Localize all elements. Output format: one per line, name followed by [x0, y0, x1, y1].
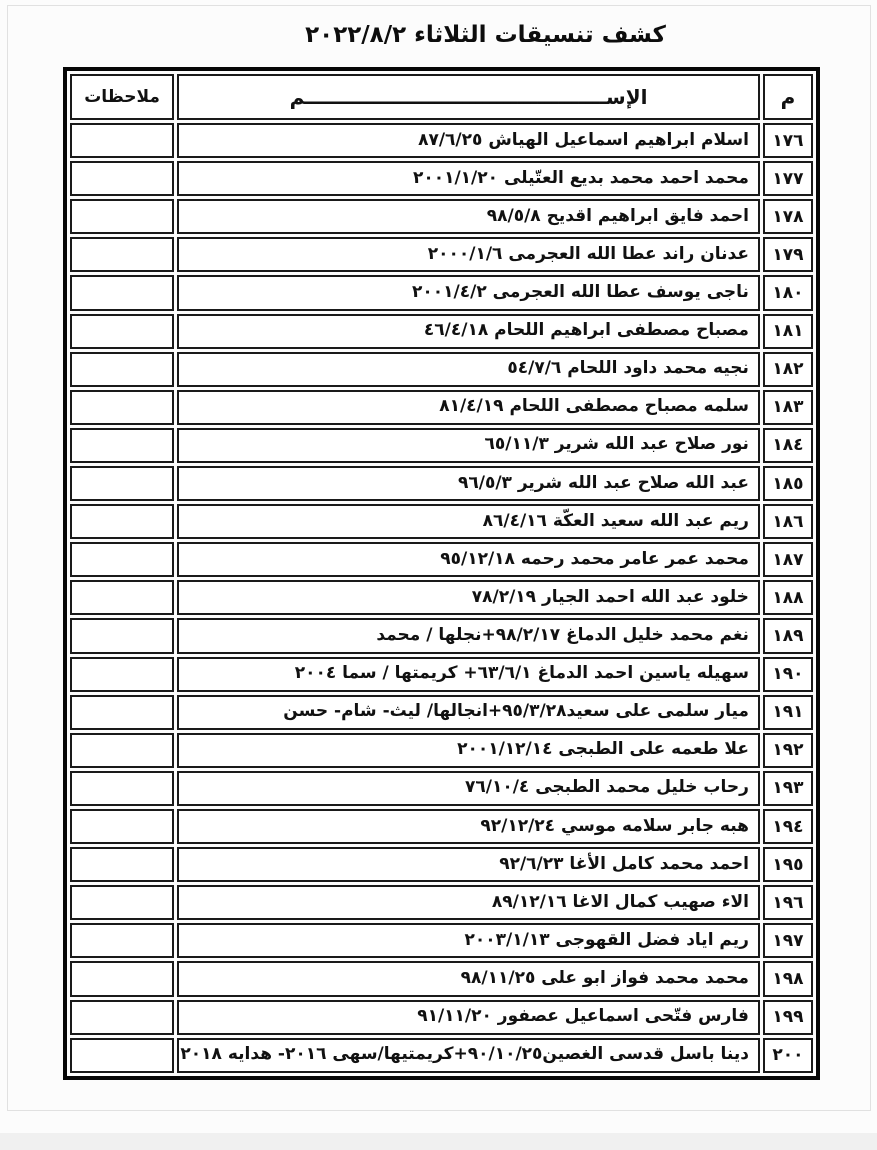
row-name: نور صلاح عبد الله شرير ٦٥/١١/٣ [177, 428, 760, 463]
row-number: ١٩٠ [763, 657, 813, 692]
table-row [70, 809, 813, 844]
row-name: محمد عمر عامر محمد رحمه ٩٥/١٢/١٨ [177, 542, 760, 577]
row-number: ١٨٧ [763, 542, 813, 577]
header-number-column: م [763, 74, 813, 120]
table-row [70, 1038, 813, 1073]
row-name: ناجى يوسف عطا الله العجرمى ٢٠٠١/٤/٢ [177, 275, 760, 310]
page-title: كشف تنسيقات الثلاثاء ٢٠٢٢/٨/٢ [305, 22, 666, 48]
row-notes-cell [70, 1000, 174, 1035]
row-number: ١٩٨ [763, 961, 813, 996]
row-name: نجيه محمد داود اللحام ٥٤/٧/٦ [177, 352, 760, 387]
row-notes-cell [70, 733, 174, 768]
row-number: ١٨٩ [763, 618, 813, 653]
row-notes-cell [70, 352, 174, 387]
row-notes-cell [70, 847, 174, 882]
table-header [70, 74, 813, 120]
row-name: اسلام ابراهيم اسماعيل الهياش ٨٧/٦/٢٥ [177, 123, 760, 158]
row-number: ١٧٧ [763, 161, 813, 196]
row-number: ١٨٢ [763, 352, 813, 387]
table-row [70, 390, 813, 425]
table-row [70, 1000, 813, 1035]
row-notes-cell [70, 695, 174, 730]
table-row [70, 580, 813, 615]
table-body [70, 123, 813, 1073]
table-row [70, 847, 813, 882]
row-name: مصباح مصطفى ابراهيم اللحام ٤٦/٤/١٨ [177, 314, 760, 349]
row-name: علا طعمه على الطبجى ٢٠٠١/١٢/١٤ [177, 733, 760, 768]
table-row [70, 161, 813, 196]
row-name: ميار سلمى على سعيد٩٥/٣/٢٨+انجالها/ ليث- شام- حسن [177, 695, 760, 730]
row-notes-cell [70, 657, 174, 692]
row-name: سلمه مصباح مصطفى اللحام ٨١/٤/١٩ [177, 390, 760, 425]
table-row [70, 123, 813, 158]
row-name: الاء صهيب كمال الاغا ٨٩/١٢/١٦ [177, 885, 760, 920]
row-notes-cell [70, 237, 174, 272]
row-notes-cell [70, 161, 174, 196]
row-number: ١٨٦ [763, 504, 813, 539]
row-name: سهيله ياسين احمد الدماغ ٦٣/٦/١+ كريمتها / سما ٢٠٠٤ [177, 657, 760, 692]
row-notes-cell [70, 390, 174, 425]
table-row [70, 961, 813, 996]
row-notes-cell [70, 199, 174, 234]
table-row [70, 885, 813, 920]
row-number: ١٨٥ [763, 466, 813, 501]
row-number: ١٩٤ [763, 809, 813, 844]
row-number: ١٩٩ [763, 1000, 813, 1035]
row-name: عبد الله صلاح عبد الله شرير ٩٦/٥/٣ [177, 466, 760, 501]
table-row [70, 657, 813, 692]
header-name-column: الإســــــــــــــــــــــــــــــــــــــــــــم [177, 74, 760, 120]
row-notes-cell [70, 428, 174, 463]
row-notes-cell [70, 275, 174, 310]
row-notes-cell [70, 314, 174, 349]
row-notes-cell [70, 466, 174, 501]
table-row [70, 352, 813, 387]
table-row [70, 275, 813, 310]
table-row [70, 428, 813, 463]
row-number: ١٩٢ [763, 733, 813, 768]
row-number: ١٨٣ [763, 390, 813, 425]
row-notes-cell [70, 123, 174, 158]
row-name: احمد محمد كامل الأغا ٩٢/٦/٢٣ [177, 847, 760, 882]
row-notes-cell [70, 580, 174, 615]
row-number: ٢٠٠ [763, 1038, 813, 1073]
row-name: هبه جابر سلامه موسي ٩٢/١٢/٢٤ [177, 809, 760, 844]
row-name: احمد فايق ابراهيم اقديح ٩٨/٥/٨ [177, 199, 760, 234]
row-number: ١٩١ [763, 695, 813, 730]
header-row [70, 74, 813, 120]
row-name: فارس فتّحى اسماعيل عصفور ٩١/١١/٢٠ [177, 1000, 760, 1035]
row-number: ١٩٣ [763, 771, 813, 806]
row-notes-cell [70, 618, 174, 653]
table-row [70, 923, 813, 958]
row-number: ١٧٦ [763, 123, 813, 158]
row-number: ١٨٠ [763, 275, 813, 310]
row-name: محمد محمد فواز ابو على ٩٨/١١/٢٥ [177, 961, 760, 996]
table-row [70, 695, 813, 730]
coordination-table [67, 71, 816, 1076]
table-row [70, 771, 813, 806]
table-row [70, 504, 813, 539]
row-name: عدنان راند عطا الله العجرمى ٢٠٠٠/١/٦ [177, 237, 760, 272]
row-name: نغم محمد خليل الدماغ ٩٨/٢/١٧+نجلها / محمد [177, 618, 760, 653]
row-notes-cell [70, 885, 174, 920]
header-notes-column: ملاحظات [70, 74, 174, 120]
row-notes-cell [70, 961, 174, 996]
row-number: ١٨٤ [763, 428, 813, 463]
row-number: ١٨٨ [763, 580, 813, 615]
table-row [70, 237, 813, 272]
row-name: دينا باسل قدسى الغصين٩٠/١٠/٢٥+كريمتيها/سهى ٢٠١٦- هدايه ٢٠١٨ [177, 1038, 760, 1073]
row-number: ١٧٩ [763, 237, 813, 272]
row-number: ١٩٦ [763, 885, 813, 920]
row-number: ١٧٨ [763, 199, 813, 234]
row-name: خلود عبد الله احمد الجيار ٧٨/٢/١٩ [177, 580, 760, 615]
row-name: ريم اياد فضل القهوجى ٢٠٠٣/١/١٣ [177, 923, 760, 958]
row-number: ١٩٥ [763, 847, 813, 882]
table-row [70, 618, 813, 653]
row-name: ريم عبد الله سعيد العكّة ٨٦/٤/١٦ [177, 504, 760, 539]
row-notes-cell [70, 923, 174, 958]
table-row [70, 542, 813, 577]
row-name: رحاب خليل محمد الطبجى ٧٦/١٠/٤ [177, 771, 760, 806]
table-row [70, 466, 813, 501]
row-notes-cell [70, 504, 174, 539]
coordination-table-frame [63, 67, 820, 1080]
table-row [70, 199, 813, 234]
row-notes-cell [70, 542, 174, 577]
table-row [70, 733, 813, 768]
row-notes-cell [70, 809, 174, 844]
row-number: ١٨١ [763, 314, 813, 349]
row-notes-cell [70, 771, 174, 806]
table-row [70, 314, 813, 349]
row-notes-cell [70, 1038, 174, 1073]
row-name: محمد احمد محمد بديع العتّيلى ٢٠٠١/١/٢٠ [177, 161, 760, 196]
row-number: ١٩٧ [763, 923, 813, 958]
